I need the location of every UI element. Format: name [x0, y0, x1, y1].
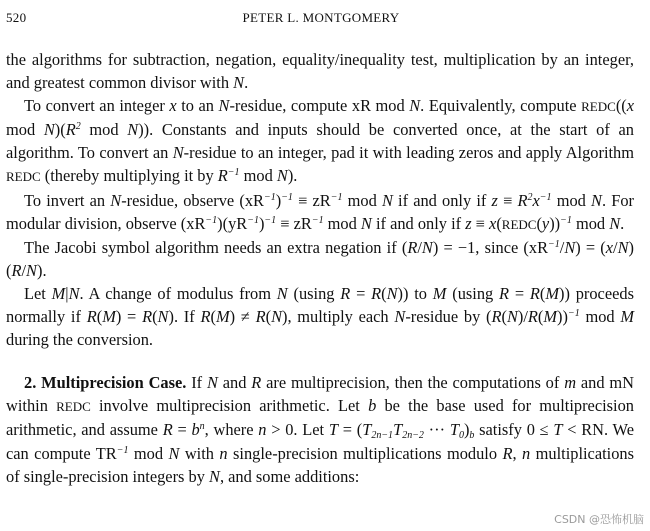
paragraph-3: To invert an N-residue, observe $(xR^{-1})^{-1} \equiv zR^{-1}$ mod N if and only if $z \equiv R^2x^{-1}$ mod N. For modular division, observe $(xR^{-1})(yR^{-1})^{-1} \equiv zR^{-1}$ mod N if and only if z ≡ x(REDC(y))$^{-1}$ mod N.: [6, 190, 634, 233]
paragraph-2: To convert an integer x to an N-residue, compute xR mod N. Equivalently, compute REDC((x mod $N)(R^2$ mod N)). Constants and inputs should be converted once, at the start of an algorithm. To convert an N-residue to an integer, pad it with leading zeros and apply Algorithm REDC (thereby multiplying it by $R^{-1}$ mod N).: [6, 96, 635, 186]
paragraph-4: The Jacobi symbol algorithm needs an extra negation if (R/N) = −1, since $(xR^{-1}/N) = (x/N)(R/N)$.: [6, 237, 634, 280]
running-head: PETER L. MONTGOMERY: [242, 10, 400, 25]
watermark: CSDN @恐怖机脑: [554, 513, 644, 526]
paragraph-5: Let M|N. A change of modulus from N (using R = R(N)) to M (using R = R(M)) proceeds normally if R(M) = R(N). If R(M) ≠ R(N), multiply each N-residue by $(R(N)/R(M))^{-1}$ mod M during the conversion.: [6, 283, 635, 350]
body-text: [6, 48, 634, 488]
section-gap: [6, 351, 634, 371]
page-header: [6, 10, 636, 30]
section-heading: 2. Multiprecision Case.: [24, 373, 187, 393]
paragraph-6: [6, 371, 634, 487]
page-number: 520: [6, 10, 27, 25]
paragraph-6-text: If N and R are multiprecision, then the computations of m and mN within REDC involve multiprecision arithmetic. Let b be the base used for multiprecision arithmetic, and assume $R = b^n$, where n > 0. Let $T = (T_{2n-1}T_{2n-2}$ ··· $T_0)_b$ satisfy 0 ≤ T < RN. We can compute $TR^{-1}$ mod N with n single-precision multiplications modulo R, n multiplications of single-precision integers by N, and some additions:: [6, 373, 634, 486]
paragraph-1: the algorithms for subtraction, negation, equality/inequality test, multiplication by an integer, and greatest common divisor with N.: [6, 50, 634, 93]
